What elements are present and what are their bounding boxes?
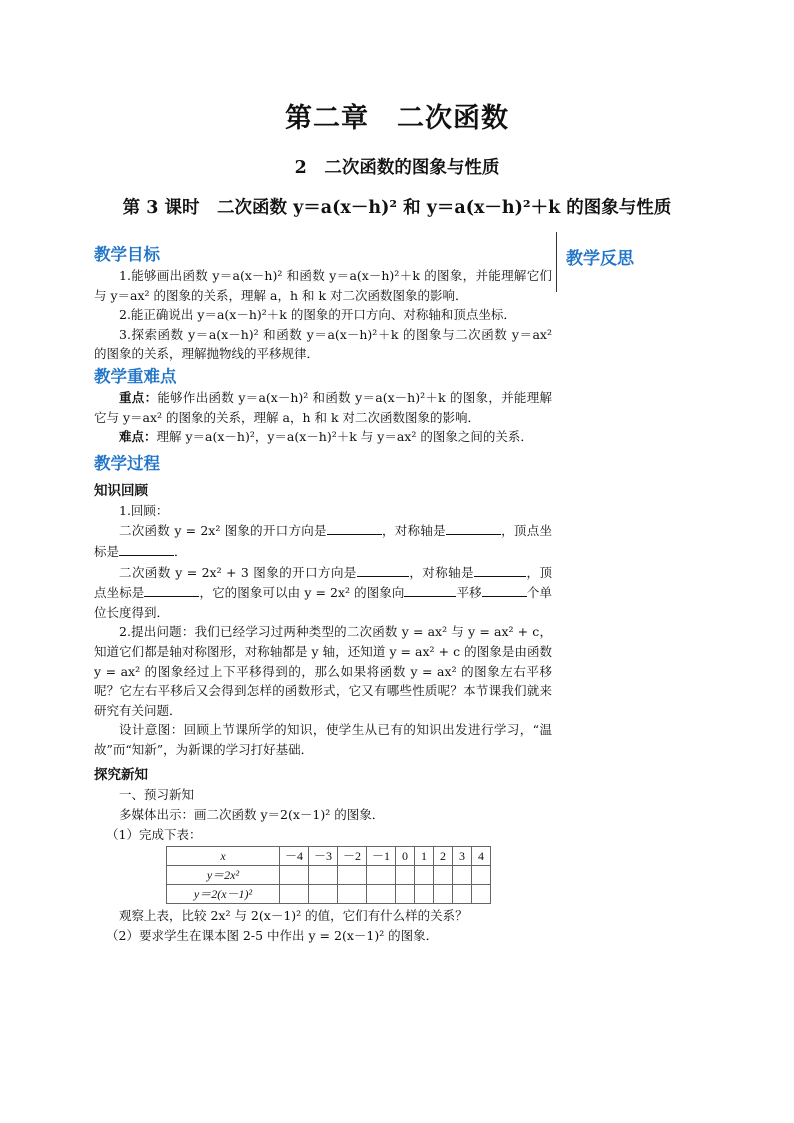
difficult-label: 难点： bbox=[119, 429, 157, 445]
table-cell[interactable] bbox=[280, 885, 309, 904]
review-b-text: 个单位长度得到． bbox=[94, 585, 552, 620]
table-cell[interactable] bbox=[309, 866, 338, 885]
review-heading: 知识回顾 bbox=[94, 482, 148, 499]
table-row-label: y＝2x² bbox=[167, 866, 280, 885]
objective-item: 1.能够画出函数 y＝a(x－h)² 和函数 y＝a(x－h)²＋k 的图象，并能理解它们与 y＝ax² 的图象的关系，理解 a，h 和 k 对二次函数图象的影响． bbox=[94, 268, 552, 303]
explore-heading: 探究新知 bbox=[94, 767, 148, 784]
table-cell[interactable] bbox=[472, 866, 491, 885]
observe-text: 观察上表，比较 2x² 与 2(x－1)² 的值，它们有什么样的关系？ bbox=[119, 908, 468, 924]
review-a-text: ，对称轴是 bbox=[381, 523, 446, 539]
review-a-text: 二次函数 y = 2x² 图象的开口方向是 bbox=[119, 523, 327, 539]
review-b-text: 平移 bbox=[456, 585, 482, 601]
review-label: 1.回顾： bbox=[119, 502, 169, 518]
table-header-cell: －4 bbox=[280, 847, 309, 866]
table-cell[interactable] bbox=[338, 885, 367, 904]
table-header-cell: 1 bbox=[415, 847, 434, 866]
table-cell[interactable] bbox=[415, 885, 434, 904]
table-header-cell: 3 bbox=[453, 847, 472, 866]
table-cell[interactable] bbox=[367, 866, 396, 885]
difficult-point bbox=[94, 427, 552, 447]
review-b-text: ，它的图象可以由 y = 2x² 的图象向 bbox=[199, 585, 405, 601]
table-header-cell: －1 bbox=[367, 847, 396, 866]
table-row bbox=[167, 866, 491, 885]
lesson-title: 第 3 课时 二次函数 y＝a(x－h)² 和 y＝a(x－h)²＋k 的图象与性质 bbox=[122, 198, 672, 218]
table-header-cell: －2 bbox=[338, 847, 367, 866]
table-cell[interactable] bbox=[472, 885, 491, 904]
step-2: （2）要求学生在课本图 2-5 中作出 y = 2(x－1)² 的图象． bbox=[106, 927, 439, 943]
table-cell[interactable] bbox=[367, 885, 396, 904]
objective-item: 3.探索函数 y＝a(x－h)² 和函数 y＝a(x－h)²＋k 的图象与二次函数 y＝ax² 的图象的关系，理解抛物线的平移规律． bbox=[94, 326, 552, 362]
value-table bbox=[166, 846, 491, 904]
answer-blank[interactable] bbox=[327, 520, 382, 535]
review-question-b bbox=[94, 562, 552, 623]
reflection-heading: 教学反思 bbox=[566, 249, 634, 269]
table-cell[interactable] bbox=[338, 866, 367, 885]
column-divider bbox=[556, 232, 557, 292]
table-header-cell: x bbox=[167, 847, 280, 866]
table-cell[interactable] bbox=[415, 866, 434, 885]
review-a-text: ，顶点坐标是 bbox=[94, 523, 552, 559]
key-point bbox=[94, 388, 552, 427]
question-2: 2.提出问题：我们已经学习过两种类型的二次函数 y = ax² 与 y = ax² + c，知道它们都是轴对称图形，对称轴都是 y 轴，还知道 y = ax² + c 的图象是由函数 y = ax² 的图象经过上下平移得到的，那么如果将函数 y = ax² 的图象左右平移呢？它左右平移后又会得到怎样的函数形式，它又有哪些性质呢？本节课我们就来研究有关问题． bbox=[94, 624, 552, 718]
review-b-text: 二次函数 y = 2x² + 3 图象的开口方向是 bbox=[119, 564, 357, 580]
chapter-title: 第二章 二次函数 bbox=[285, 103, 509, 134]
table-cell[interactable] bbox=[309, 885, 338, 904]
process-heading: 教学过程 bbox=[94, 453, 160, 473]
table-header-cell: 2 bbox=[434, 847, 453, 866]
table-cell[interactable] bbox=[453, 885, 472, 904]
main-content bbox=[94, 242, 552, 945]
table-cell[interactable] bbox=[396, 885, 415, 904]
table-cell[interactable] bbox=[280, 866, 309, 885]
answer-blank[interactable] bbox=[357, 562, 409, 577]
objective-item: 2.能正确说出 y＝a(x－h)²＋k 的图象的开口方向、对称轴和顶点坐标． bbox=[119, 307, 516, 323]
table-cell[interactable] bbox=[396, 866, 415, 885]
section-title: 2 二次函数的图象与性质 bbox=[294, 158, 500, 178]
table-cell[interactable] bbox=[434, 885, 453, 904]
answer-blank[interactable] bbox=[119, 541, 174, 556]
preview-label: 一、预习新知 bbox=[119, 787, 195, 803]
multimedia-text: 多媒体出示：画二次函数 y＝2(x－1)² 的图象． bbox=[119, 807, 385, 823]
table-cell[interactable] bbox=[434, 866, 453, 885]
table-header-cell: －3 bbox=[309, 847, 338, 866]
review-a-text: ． bbox=[174, 543, 187, 559]
table-row-label: y＝2(x－1)² bbox=[167, 885, 280, 904]
review-b-text: ，对称轴是 bbox=[408, 564, 475, 580]
answer-blank[interactable] bbox=[404, 582, 456, 597]
difficult-text: 理解 y＝a(x－h)²，y＝a(x－h)²＋k 与 y＝ax² 的图象之间的关系． bbox=[156, 429, 533, 445]
objectives-heading: 教学目标 bbox=[94, 245, 160, 264]
review-question-a bbox=[94, 520, 552, 561]
table-row bbox=[167, 885, 491, 904]
answer-blank[interactable] bbox=[482, 582, 527, 597]
key-text: 能够作出函数 y＝a(x－h)² 和函数 y＝a(x－h)²＋k 的图象，并能理解它与 y＝ax² 的图象的关系，理解 a，h 和 k 对二次函数图象的影响． bbox=[94, 389, 552, 425]
step-1: （1）完成下表： bbox=[106, 826, 202, 842]
table-header-cell: 0 bbox=[396, 847, 415, 866]
answer-blank[interactable] bbox=[446, 520, 501, 535]
key-points-heading: 教学重难点 bbox=[94, 366, 177, 386]
table-cell[interactable] bbox=[453, 866, 472, 885]
answer-blank[interactable] bbox=[474, 562, 526, 577]
review-b-text: ，顶点坐标是 bbox=[94, 564, 552, 601]
table-header-cell: 4 bbox=[472, 847, 491, 866]
key-label: 重点： bbox=[119, 389, 158, 405]
answer-blank[interactable] bbox=[144, 582, 199, 597]
table-row bbox=[167, 847, 491, 866]
design-intent: 设计意图：回顾上节课所学的知识，使学生从已有的知识出发进行学习，“温故”而“知新”，为新课的学习打好基础． bbox=[94, 722, 552, 757]
